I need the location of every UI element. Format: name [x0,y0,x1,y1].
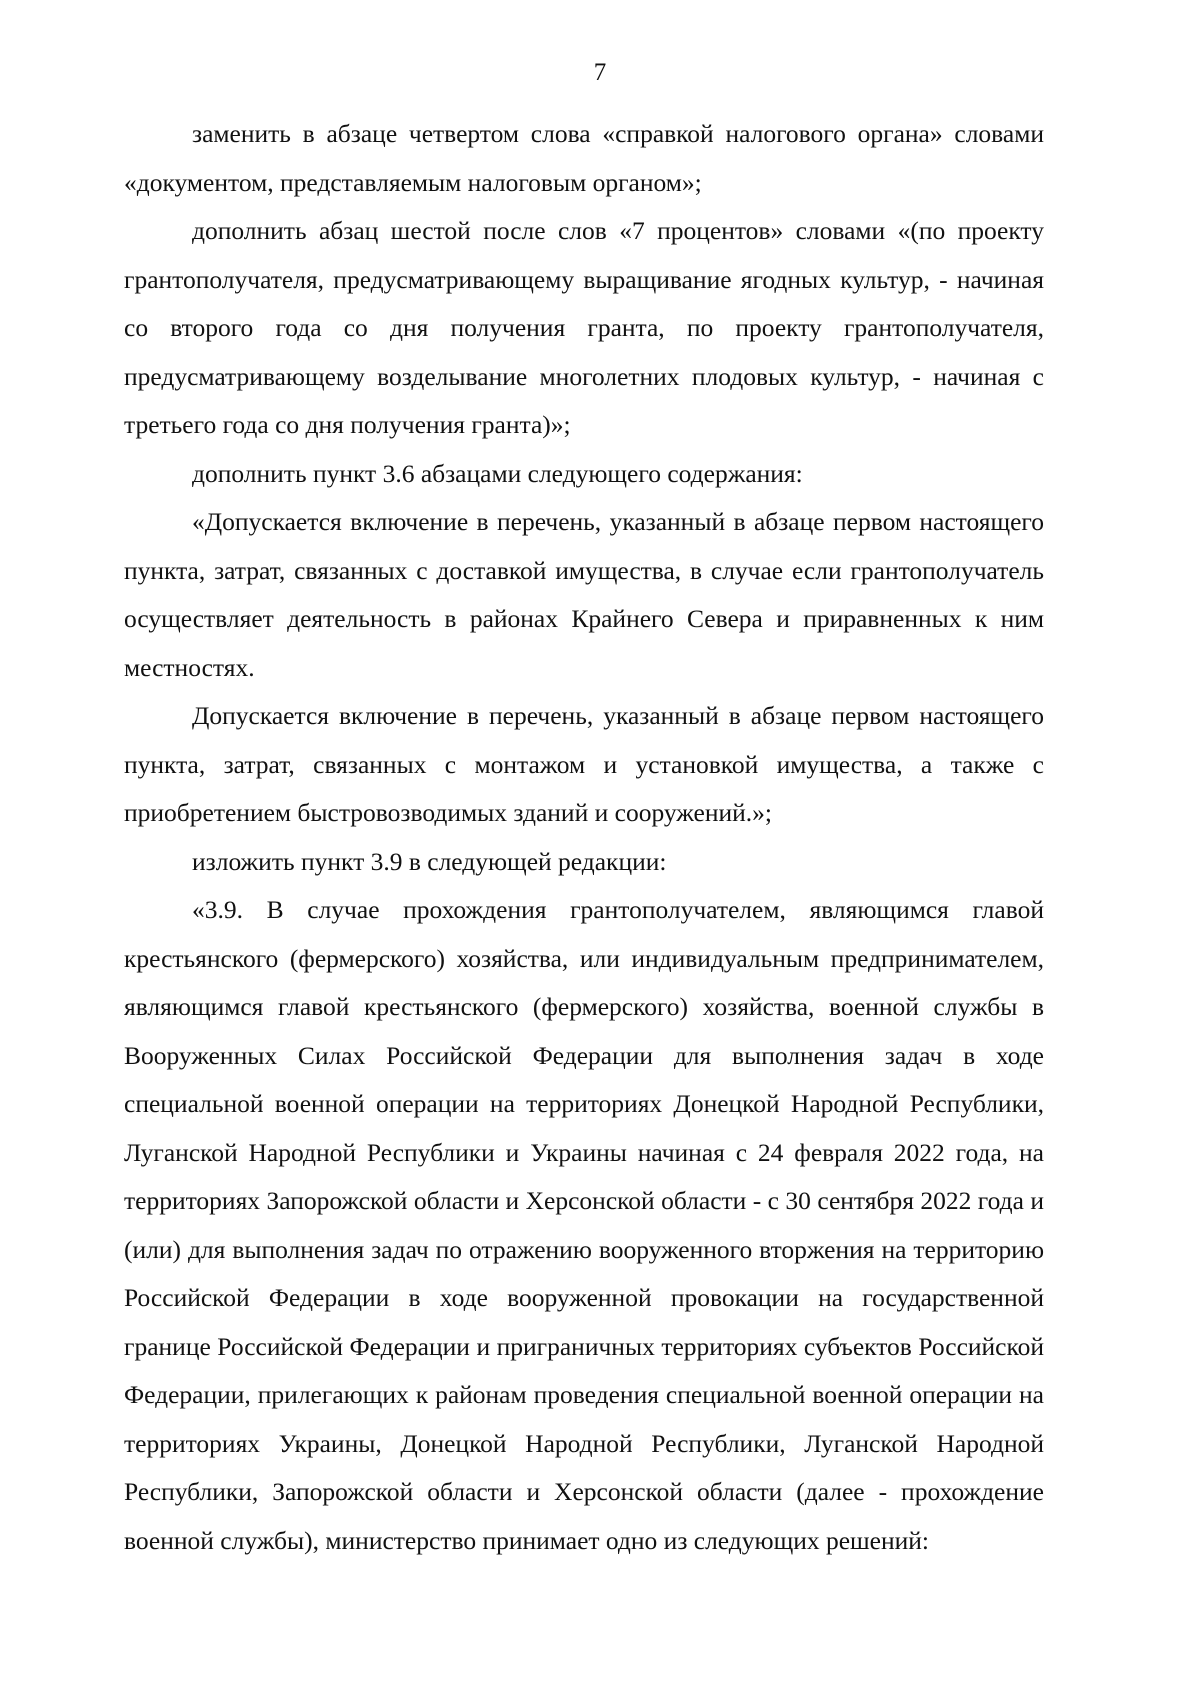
document-body [124,110,1044,1565]
paragraph-supplement-3-6: дополнить пункт 3.6 абзацами следующего содержания: [192,458,803,488]
paragraph-restate-3-9: изложить пункт 3.9 в следующей редакции: [192,846,667,876]
paragraph-supplement-sixth: дополнить абзац шестой после слов «7 процентов» словами «(по проекту грантополучателя, предусматривающему выращивание ягодных культур, - начиная со второго года со дня получения гранта, по проекту грантополучателя, предусматривающему возделывание многолетних плодовых культур, - начиная с третьего года со дня получения гранта)»; [124,216,1044,439]
paragraph-clause-3-9: «3.9. В случае прохождения грантополучателем, являющимся главой крестьянского (фермерского) хозяйства, или индивидуальным предпринимателем, являющимся главой крестьянского (фермерского) хозяйства, военной службы в Вооруженных Силах Российской Федерации для выполнения задач в ходе специальной военной операции на территориях Донецкой Народной Республики, Луганской Народной Республики и Украины начиная с 24 февраля 2022 года, на территориях Запорожской области и Херсонской области - с 30 сентября 2022 года и (или) для выполнения задач по отражению вооруженного вторжения на территорию Российской Федерации в ходе вооруженной провокации на государственной границе Российской Федерации и приграничных территориях субъектов Российской Федерации, прилегающих к районам проведения специальной военной операции на территориях Украины, Донецкой Народной Республики, Луганской Народной Республики, Запорожской области и Херсонской области (далее - прохождение военной службы), министерство принимает одно из следующих решений: [124,895,1044,1555]
page-number: 7 [593,59,607,86]
paragraph-replace-words: заменить в абзаце четвертом слова «справкой налогового органа» словами «документом, представляемым налоговым органом»; [124,119,1044,197]
paragraph-delivery-costs: «Допускается включение в перечень, указанный в абзаце первом настоящего пункта, затрат, связанных с доставкой имущества, в случае если грантополучатель осуществляет деятельность в районах Крайнего Севера и приравненных к ним местностях. [124,507,1044,682]
paragraph-installation-costs: Допускается включение в перечень, указанный в абзаце первом настоящего пункта, затрат, связанных с монтажом и установкой имущества, а также с приобретением быстровозводимых зданий и сооружений.»; [124,701,1044,827]
